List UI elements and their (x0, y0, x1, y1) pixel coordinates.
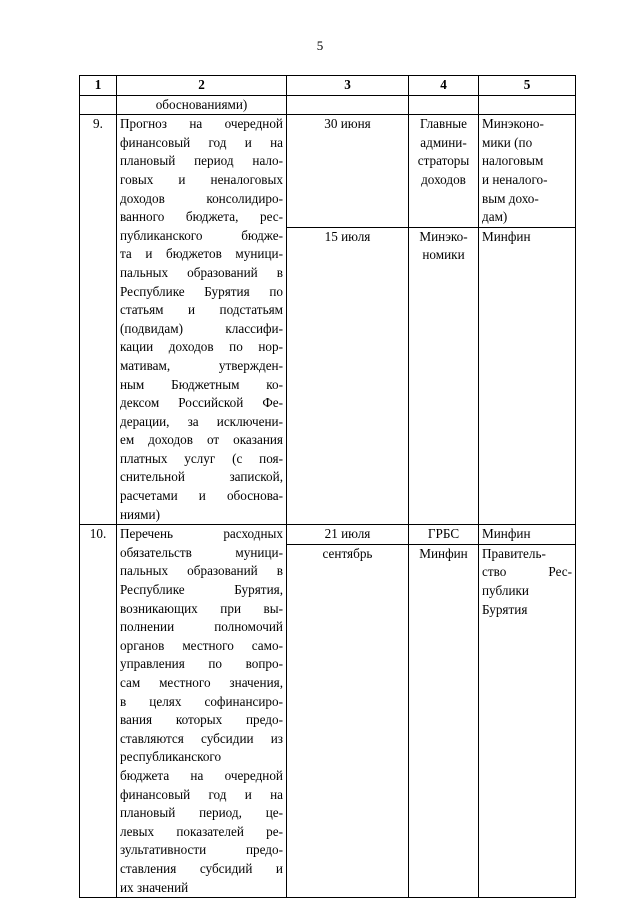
description-line: Республике Бурятия, (120, 582, 283, 598)
description-line: сам местного значения, (120, 675, 283, 690)
description-line: дерации, за исключени- (120, 413, 283, 429)
description-line: ем доходов от оказания (120, 432, 283, 448)
description-line: в целях софинансиро- (120, 693, 283, 709)
page-number: 5 (316, 38, 324, 53)
description-line: ставления субсидий и (120, 860, 283, 876)
column-header: 1 (80, 76, 117, 96)
description-line: кации доходов по нор- (120, 339, 283, 355)
description-line: финансовый год и на (120, 786, 283, 802)
recipient-line: публики (482, 583, 529, 599)
description-line: левых показателей ре- (120, 823, 283, 839)
description-line: финансовый год и на (120, 134, 283, 150)
description-line: плановый период нало- (120, 153, 283, 169)
row-description (117, 525, 287, 898)
description-line: (подвидам) классифи- (120, 320, 283, 336)
description-line: их значений (120, 879, 189, 895)
description-line: ставляются субсидии из (120, 730, 283, 746)
description-line: полнении полномочий (120, 619, 283, 635)
deadline-cell: 15 июля (287, 227, 409, 525)
description-line: платных услуг (с поя- (120, 450, 283, 466)
description-line: плановый период, це- (120, 805, 283, 821)
recipient-cell (479, 115, 576, 228)
description-line: обязательств муници- (120, 544, 283, 560)
description-line: снительной запиской, (120, 469, 283, 485)
recipient-line: вым дохо- (482, 190, 539, 206)
description-line: ванного бюджета, рес- (120, 209, 283, 225)
schedule-table (79, 75, 576, 898)
description-line: ным Бюджетным ко- (120, 376, 283, 392)
row-number: 10. (80, 525, 117, 898)
text-line: Главные (419, 116, 468, 132)
description-line: статьям и подстатьям (120, 302, 283, 318)
recipient-line: дам) (482, 209, 508, 225)
description-line: управления по вопро- (120, 656, 283, 672)
column-header: 5 (479, 76, 576, 96)
recipient-cell (479, 544, 576, 897)
description-line: Республике Бурятия по (120, 283, 283, 299)
recipient-cell (479, 525, 576, 545)
recipient-line: налоговым (482, 153, 544, 169)
text-line: Минэко- (419, 228, 468, 244)
text-line: страторы (417, 153, 470, 169)
description-line: зультативности предо- (120, 842, 283, 858)
description-line: расчетами и обоснова- (120, 488, 283, 504)
recipient-line: ство Рес- (482, 564, 572, 580)
recipient-line: Минфин (482, 228, 531, 244)
description-line: доходов консолидиро- (120, 190, 283, 206)
column-header: 4 (409, 76, 479, 96)
description-line: мативам, утвержден- (120, 357, 283, 373)
text-line: админи- (420, 134, 467, 150)
recipient-line: Бурятия (482, 601, 528, 617)
recipient-line: Минфин (482, 526, 531, 542)
recipient-line: мики (по (482, 134, 533, 150)
deadline-cell: 21 июля (287, 525, 409, 545)
description-line: бюджета на очередной (120, 767, 283, 783)
description-line: пальных образований в (120, 264, 283, 280)
responsible-cell (409, 227, 479, 525)
responsible-cell (409, 544, 479, 897)
description-line: та и бюджетов муници- (120, 246, 283, 262)
recipient-line: Правитель- (482, 545, 546, 561)
recipient-line: и неналого- (482, 171, 548, 187)
description-line: публиканского бюдже- (120, 227, 283, 243)
table-cell (409, 95, 479, 115)
recipient-cell (479, 227, 576, 525)
row-description (117, 115, 287, 525)
table-row (80, 525, 576, 545)
deadline-cell: сентябрь (287, 544, 409, 897)
responsible-cell (409, 525, 479, 545)
text-line: доходов (421, 171, 466, 187)
description-line: возникающих при вы- (120, 600, 283, 616)
column-header: 2 (117, 76, 287, 96)
row-number: 9. (80, 115, 117, 525)
description-line: вания которых предо- (120, 712, 283, 728)
table-header-row (80, 76, 576, 96)
text-line: ГРБС (427, 526, 460, 542)
description-line: говых и неналоговых (120, 171, 283, 187)
description-line: органов местного само- (120, 637, 283, 653)
column-header: 3 (287, 76, 409, 96)
table-row (80, 115, 576, 228)
table-cell (287, 95, 409, 115)
description-line: пальных образований в (120, 563, 283, 579)
table-cell (80, 95, 117, 115)
continuation-text: обоснованиями) (117, 95, 287, 115)
text-line: номики (422, 247, 465, 263)
responsible-cell (409, 115, 479, 228)
table-cell (479, 95, 576, 115)
recipient-line: Минэконо- (482, 116, 544, 132)
continuation-row (80, 95, 576, 115)
deadline-cell: 30 июня (287, 115, 409, 228)
description-line: ниями) (120, 506, 160, 522)
text-line: Минфин (419, 545, 468, 561)
description-line: Перечень расходных (120, 526, 283, 542)
description-line: дексом Российской Фе- (120, 395, 283, 411)
description-line: республиканского (120, 749, 222, 765)
description-line: Прогноз на очередной (120, 116, 283, 132)
